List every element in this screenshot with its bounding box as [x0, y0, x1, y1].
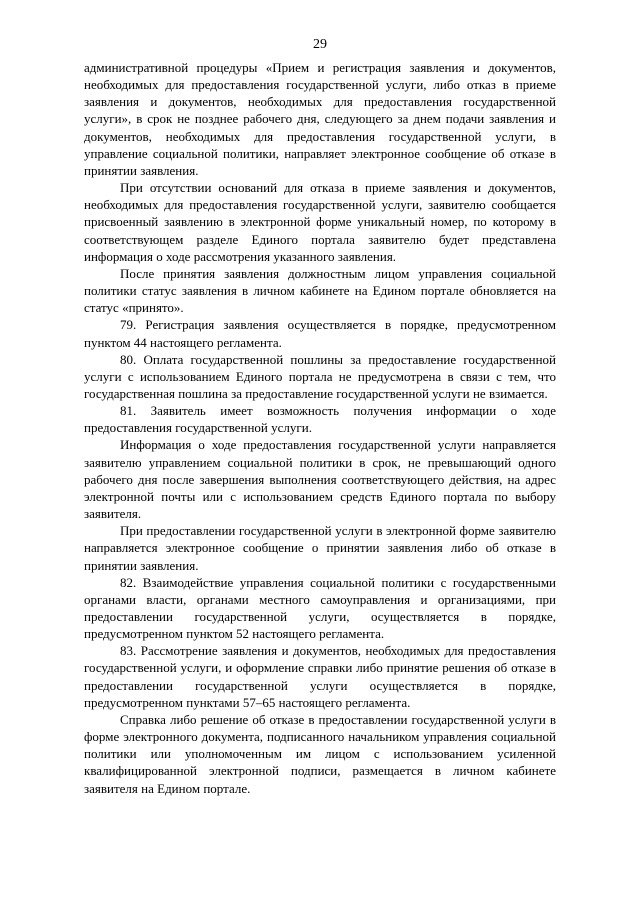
paragraph-progress-information: Информация о ходе предоставления государственной услуги направляется заявителю управлением социальной политики в срок, не превышающий одного рабочего дня после завершения выполнения соответствующего действия, на адрес электронной почты или с использованием средств Единого портала по выбору заявителя. — [84, 437, 556, 522]
paragraph-certificate-placement: Справка либо решение об отказе в предоставлении государственной услуги в форме электронного документа, подписанного начальником управления социальной политики или уполномоченным им лицом с использованием усиленной квалифицированной электронной подписи, размещается в личном кабинете заявителя на Едином портале. — [84, 711, 556, 796]
paragraph-continuation: административной процедуры «Прием и регистрация заявления и документов, необходимых для предоставления государственной услуги, либо отказ в приеме заявления и документов, необходимых для предоставления государственной услуги», в срок не позднее рабочего дня, следующего за днем подачи заявления и документов, необходимых для предоставления государственной услуги, в управление социальной политики, направляет электронное сообщение об отказе в принятии заявления. — [84, 60, 556, 178]
paragraph-81: 81. Заявитель имеет возможность получения информации о ходе предоставления государственной услуги. — [84, 403, 556, 436]
paragraph-80: 80. Оплата государственной пошлины за предоставление государственной услуги с использованием Единого портала не предусмотрена в связи с тем, что государственная пошлина за предоставление государственной услуги не взимается. — [84, 351, 556, 401]
paragraph-82: 82. Взаимодействие управления социальной политики с государственными органами власти, органами местного самоуправления и организациями, при предоставлении государственной услуги, осуществляется в порядке, предусмотренном пунктом 52 настоящего регламента. — [84, 574, 556, 642]
document-body — [84, 59, 556, 797]
paragraph-79: 79. Регистрация заявления осуществляется в порядке, предусмотренном пунктом 44 настоящего регламента. — [84, 317, 556, 350]
paragraph-83: 83. Рассмотрение заявления и документов, необходимых для предоставления государственной услуги, и оформление справки либо принятие решения об отказе в предоставлении государственной услуги осуществляется в порядке, предусмотренном пунктами 57–65 настоящего регламента. — [84, 643, 556, 710]
paragraph-status-accepted: После принятия заявления должностным лицом управления социальной политики статус заявления в личном кабинете на Едином портале обновляется на статус «принято». — [84, 265, 556, 316]
page-number: 29 — [313, 37, 327, 52]
paragraph-electronic-notification: При предоставлении государственной услуги в электронной форме заявителю направляется электронное сообщение о принятии заявления либо об отказе в принятии заявления. — [84, 523, 556, 573]
paragraph-no-grounds-for-refusal: При отсутствии оснований для отказа в приеме заявления и документов, необходимых для предоставления государственной услуги, заявителю сообщается присвоенный заявлению в электронной форме уникальный номер, по которому в соответствующем разделе Единого портала заявителю будет представлена информация о ходе рассмотрения указанного заявления. — [84, 180, 556, 264]
